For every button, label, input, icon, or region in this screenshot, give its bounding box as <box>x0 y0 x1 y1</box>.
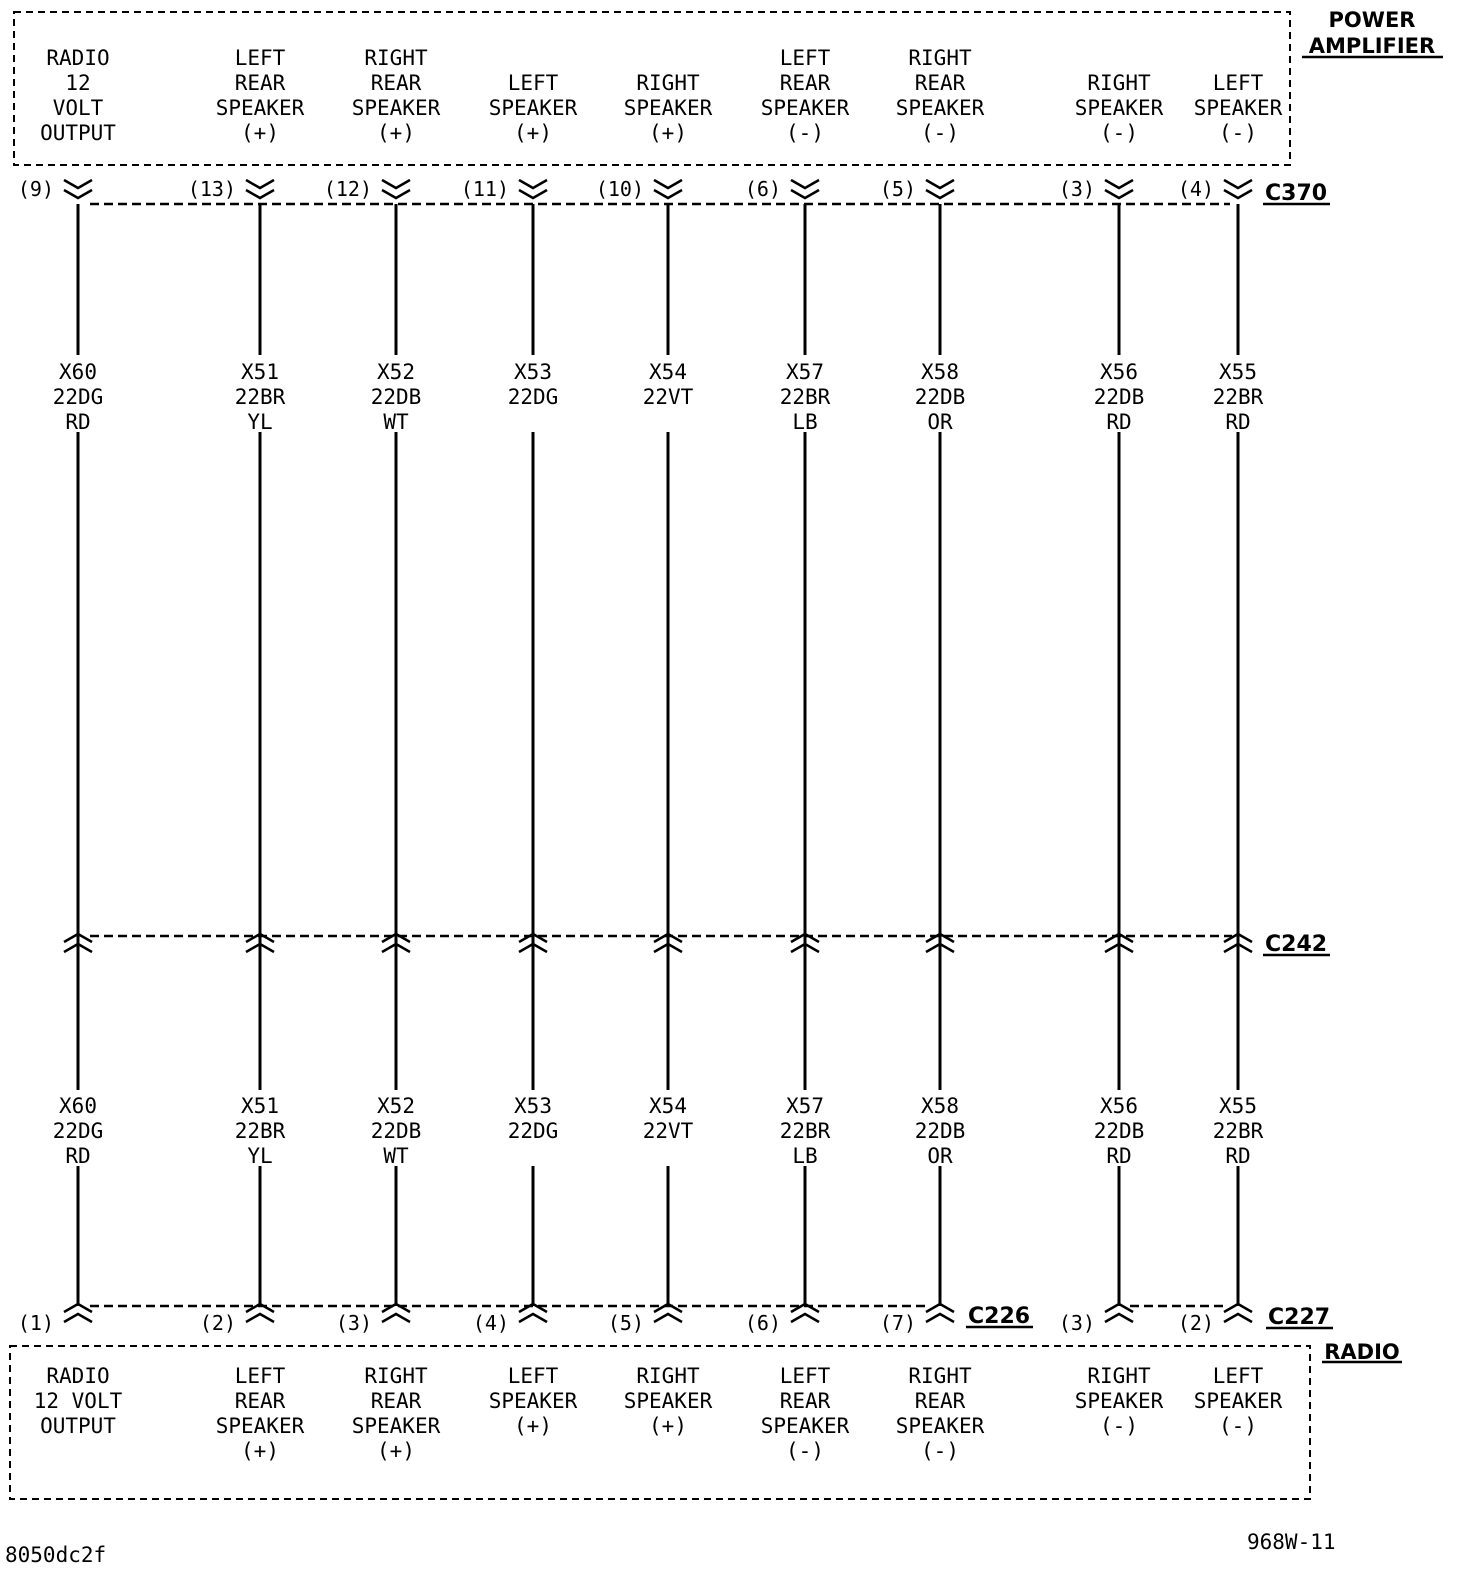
amp-terminal-label: SPEAKER <box>351 96 441 120</box>
connector-chevron-c370 <box>519 180 547 198</box>
amp-terminal-label: SPEAKER <box>215 96 305 120</box>
wire-label: 22BR <box>234 385 286 409</box>
wire-label: 22VT <box>642 1119 694 1143</box>
amp-terminal-label: REAR <box>234 71 286 95</box>
radio-terminal-label: SPEAKER <box>488 1389 578 1413</box>
wire-label: 22DG <box>507 385 559 409</box>
connector-chevron-c370 <box>64 180 92 198</box>
amp-terminal-label: REAR <box>914 71 966 95</box>
wire-label: X55 <box>1219 360 1257 384</box>
wire-label: 22DB <box>1093 1119 1145 1143</box>
radio-terminal-label: RIGHT <box>908 1364 972 1388</box>
amp-terminal-label: RIGHT <box>364 46 428 70</box>
image-id: 8050dc2f <box>5 1543 107 1567</box>
wire-label: X54 <box>649 1094 687 1118</box>
radio-pin-number: (4) <box>472 1311 509 1335</box>
amp-pin-number: (12) <box>323 177 372 201</box>
amp-pin-number: (6) <box>744 177 781 201</box>
wire-label: 22DB <box>914 1119 966 1143</box>
amp-terminal-label: LEFT <box>507 71 559 95</box>
radio-terminal-label: (-) <box>786 1439 824 1463</box>
radio-pin-number: (2) <box>1177 1311 1214 1335</box>
radio-terminal-label: (+) <box>377 1439 415 1463</box>
connector-chevron-radio <box>1105 1304 1133 1322</box>
wire-label: X58 <box>921 1094 959 1118</box>
wire-label: OR <box>927 1144 953 1168</box>
connector-chevron-c370 <box>791 180 819 198</box>
amp-terminal-label: (-) <box>921 121 959 145</box>
connector-chevron-c370 <box>1224 180 1252 198</box>
radio-terminal-label: LEFT <box>507 1364 559 1388</box>
circuit <box>1059 71 1164 1438</box>
radio-pin-number: (6) <box>744 1311 781 1335</box>
radio-pin-number: (3) <box>335 1311 372 1335</box>
wire-label: 22BR <box>779 385 831 409</box>
circuit <box>324 46 441 1463</box>
radio-terminal-label: REAR <box>779 1389 831 1413</box>
wire-label: X53 <box>514 360 552 384</box>
circuit <box>461 71 578 1438</box>
radio-terminal-label: 12 VOLT <box>33 1389 123 1413</box>
amp-terminal-label: SPEAKER <box>895 96 985 120</box>
radio-terminal-label: RIGHT <box>364 1364 428 1388</box>
amp-terminal-label: SPEAKER <box>760 96 850 120</box>
figure-reference: 968W-11 <box>1247 1530 1336 1554</box>
circuit <box>18 46 123 1438</box>
radio-terminal-label: LEFT <box>1212 1364 1264 1388</box>
amp-terminal-label: (-) <box>1100 121 1138 145</box>
wire-label: X60 <box>59 1094 97 1118</box>
radio-terminal-label: (-) <box>1219 1414 1257 1438</box>
connector-labels <box>966 181 1333 1330</box>
wire-label: X57 <box>786 360 824 384</box>
radio-terminal-label: REAR <box>234 1389 286 1413</box>
radio-terminal-label: OUTPUT <box>40 1414 116 1438</box>
connector-chevron-radio <box>1224 1304 1252 1322</box>
radio-terminal-label: (-) <box>1100 1414 1138 1438</box>
radio-terminal-label: (-) <box>921 1439 959 1463</box>
wire-label: RD <box>65 410 91 434</box>
amp-terminal-label: (+) <box>649 121 687 145</box>
radio-pin-number: (7) <box>879 1311 916 1335</box>
wire-label: 22BR <box>234 1119 286 1143</box>
wire-label: 22DB <box>370 1119 422 1143</box>
radio-terminal-label: REAR <box>370 1389 422 1413</box>
wire-label: 22BR <box>1212 1119 1264 1143</box>
wire-label: 22DB <box>370 385 422 409</box>
radio-pin-number: (5) <box>607 1311 644 1335</box>
amp-terminal-label: RIGHT <box>636 71 700 95</box>
wire-label: 22BR <box>779 1119 831 1143</box>
amp-pin-number: (9) <box>17 177 54 201</box>
amp-terminal-label: (-) <box>786 121 824 145</box>
wire-label: RD <box>1106 410 1132 434</box>
amp-pin-number: (13) <box>187 177 236 201</box>
wire-label: 22VT <box>642 385 694 409</box>
wire-label: X53 <box>514 1094 552 1118</box>
wire-label: X52 <box>377 360 415 384</box>
circuit <box>596 71 713 1438</box>
wire-label: OR <box>927 410 953 434</box>
amp-terminal-label: REAR <box>779 71 831 95</box>
amp-terminal-label: (+) <box>377 121 415 145</box>
connector-label-c370: C370 <box>1265 181 1328 206</box>
connector-chevron-c370 <box>654 180 682 198</box>
connector-chevron-radio <box>64 1304 92 1322</box>
amp-terminal-label: RIGHT <box>1087 71 1151 95</box>
power-amplifier-title-line1: POWER <box>1328 8 1416 32</box>
connector-chevron-c370 <box>382 180 410 198</box>
amp-terminal-label: 12 <box>65 71 91 95</box>
amp-terminal-label: (+) <box>241 121 279 145</box>
wire-label: RD <box>1225 1144 1251 1168</box>
connector-label-c226: C226 <box>968 1304 1031 1329</box>
radio-pin-number: (1) <box>17 1311 54 1335</box>
radio-terminal-label: SPEAKER <box>895 1414 985 1438</box>
amp-terminal-label: LEFT <box>779 46 831 70</box>
amp-terminal-label: OUTPUT <box>40 121 116 145</box>
connector-chevron-c370 <box>1105 180 1133 198</box>
amp-terminal-label: (-) <box>1219 121 1257 145</box>
amp-terminal-label: SPEAKER <box>1074 96 1164 120</box>
wire-label: YL <box>247 1144 273 1168</box>
radio-terminal-label: SPEAKER <box>1193 1389 1283 1413</box>
radio-terminal-label: SPEAKER <box>623 1389 713 1413</box>
amp-terminal-label: SPEAKER <box>1193 96 1283 120</box>
wire-label: 22DG <box>507 1119 559 1143</box>
amp-pin-number: (5) <box>879 177 916 201</box>
wire-label: 22DB <box>1093 385 1145 409</box>
connector-label-c227: C227 <box>1268 1305 1331 1330</box>
amp-terminal-label: RADIO <box>46 46 110 70</box>
radio-terminal-label: RIGHT <box>1087 1364 1151 1388</box>
amp-terminal-label: LEFT <box>1212 71 1264 95</box>
wire-label: YL <box>247 410 273 434</box>
radio-pin-number: (3) <box>1058 1311 1095 1335</box>
radio-terminal-label: SPEAKER <box>215 1414 305 1438</box>
connector-label-c242: C242 <box>1265 932 1328 957</box>
wire-label: 22DG <box>52 1119 104 1143</box>
wire-label: X57 <box>786 1094 824 1118</box>
component-boxes <box>10 12 1310 1499</box>
amp-pin-number: (4) <box>1177 177 1214 201</box>
wire-label: X58 <box>921 360 959 384</box>
wire-label: WT <box>383 410 409 434</box>
amp-pin-number: (11) <box>460 177 509 201</box>
radio-terminal-label: REAR <box>914 1389 966 1413</box>
amp-terminal-label: REAR <box>370 71 422 95</box>
amp-terminal-label: LEFT <box>234 46 286 70</box>
circuit <box>1178 71 1283 1438</box>
connector-chevron-c370 <box>246 180 274 198</box>
connector-chevron-c370 <box>926 180 954 198</box>
wire-label: RD <box>1225 410 1251 434</box>
radio-terminal-label: SPEAKER <box>760 1414 850 1438</box>
wire-label: WT <box>383 1144 409 1168</box>
amp-terminal-label: VOLT <box>52 96 104 120</box>
radio-terminal-label: LEFT <box>779 1364 831 1388</box>
radio-terminal-label: SPEAKER <box>1074 1389 1164 1413</box>
amp-terminal-label: RIGHT <box>908 46 972 70</box>
circuit <box>745 46 850 1463</box>
wire-label: 22DB <box>914 385 966 409</box>
wire-label: X51 <box>241 1094 279 1118</box>
radio-title: RADIO <box>1324 1340 1400 1364</box>
wire-label: X56 <box>1100 1094 1138 1118</box>
radio-terminal-label: LEFT <box>234 1364 286 1388</box>
radio-terminal-label: SPEAKER <box>351 1414 441 1438</box>
amp-terminal-label: SPEAKER <box>488 96 578 120</box>
wire-label: RD <box>1106 1144 1132 1168</box>
wire-label: X54 <box>649 360 687 384</box>
circuit <box>880 46 985 1463</box>
wire-label: X52 <box>377 1094 415 1118</box>
circuits <box>18 46 1283 1463</box>
amp-pin-number: (10) <box>595 177 644 201</box>
component-titles <box>1302 8 1443 1364</box>
radio-terminal-label: RIGHT <box>636 1364 700 1388</box>
radio-terminal-label: (+) <box>649 1414 687 1438</box>
circuit <box>188 46 305 1463</box>
wire-label: X60 <box>59 360 97 384</box>
wire-label: 22BR <box>1212 385 1264 409</box>
wire-label: X56 <box>1100 360 1138 384</box>
footer <box>5 1530 1336 1567</box>
wire-label: RD <box>65 1144 91 1168</box>
wire-label: X55 <box>1219 1094 1257 1118</box>
radio-terminal-label: (+) <box>241 1439 279 1463</box>
radio-pin-number: (2) <box>199 1311 236 1335</box>
radio-terminal-label: RADIO <box>46 1364 110 1388</box>
amp-terminal-label: SPEAKER <box>623 96 713 120</box>
radio-terminal-label: (+) <box>514 1414 552 1438</box>
wire-label: LB <box>792 410 818 434</box>
wire-label: X51 <box>241 360 279 384</box>
power-amplifier-title-line2: AMPLIFIER <box>1308 34 1436 58</box>
wire-label: 22DG <box>52 385 104 409</box>
wire-label: LB <box>792 1144 818 1168</box>
amp-terminal-label: (+) <box>514 121 552 145</box>
connector-chevron-radio <box>926 1304 954 1322</box>
amp-pin-number: (3) <box>1058 177 1095 201</box>
